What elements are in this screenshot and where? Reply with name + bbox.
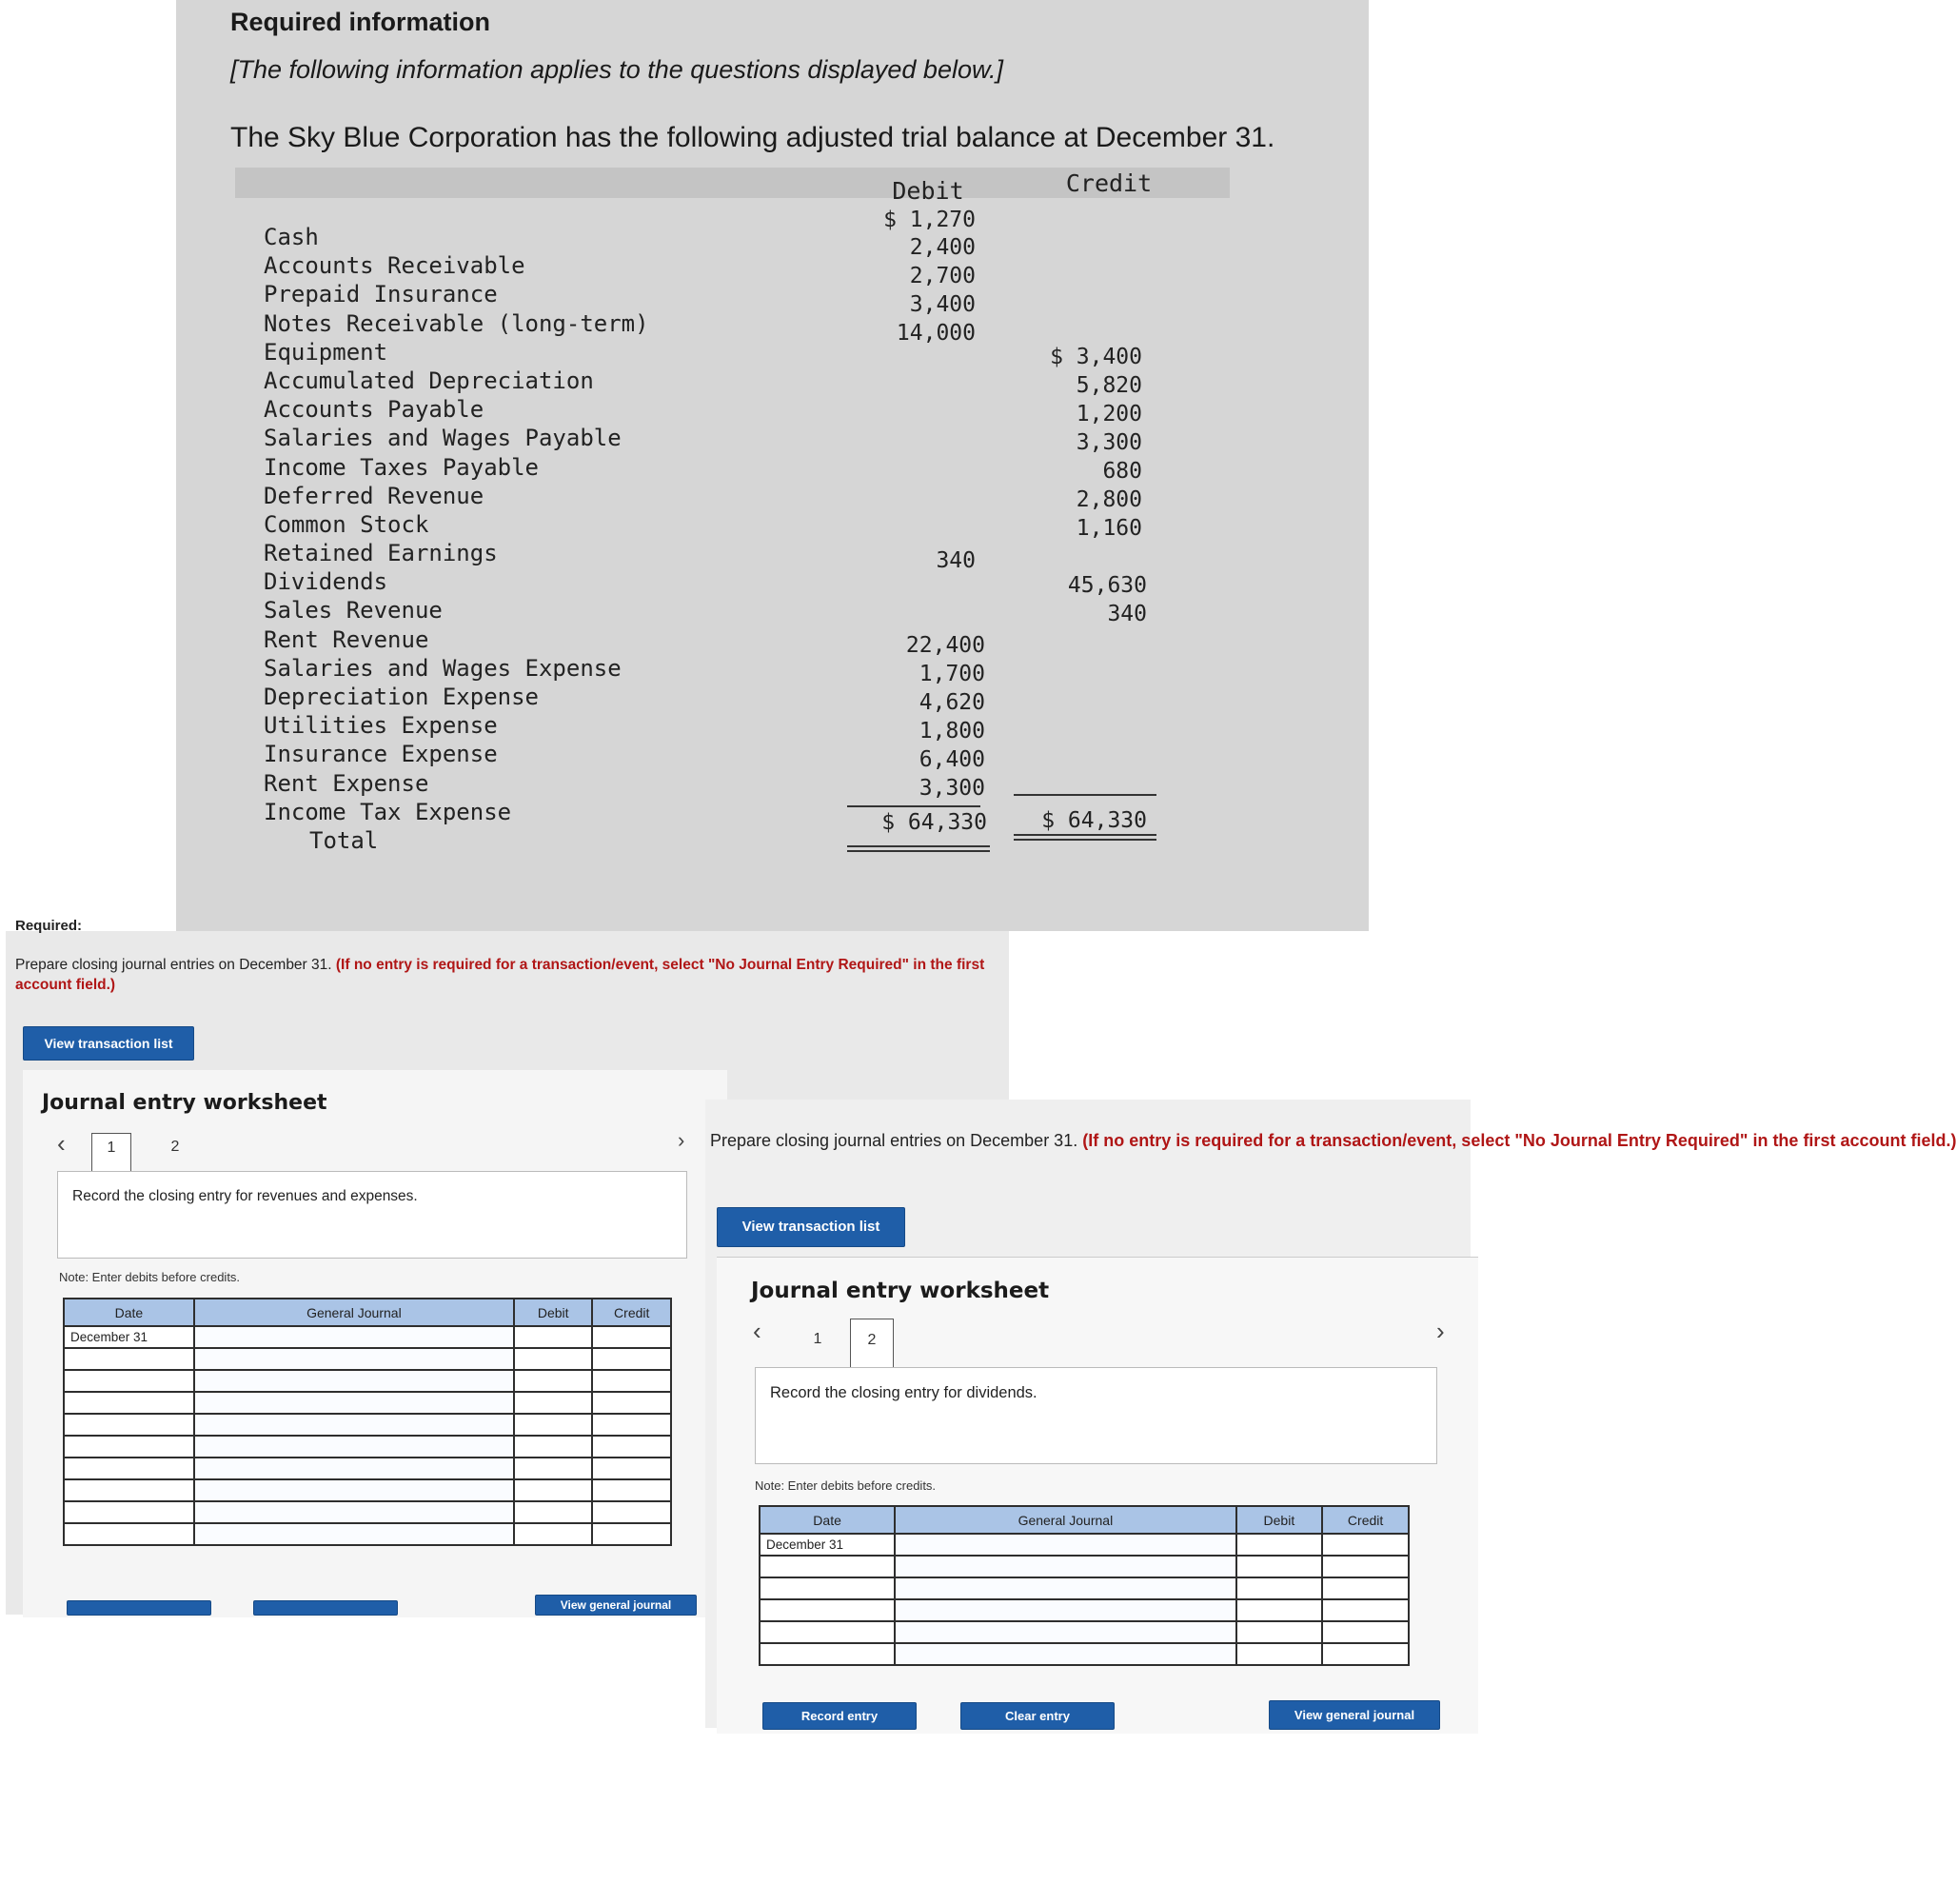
credit-value: 45,630 [1067, 573, 1147, 598]
page-tab-2[interactable]: 2 [170, 1139, 180, 1155]
debit-value: 2,700 [909, 264, 976, 288]
date-cell[interactable] [64, 1392, 194, 1414]
account-field[interactable] [194, 1348, 514, 1370]
credit-field[interactable] [592, 1392, 671, 1414]
debits-note: Note: Enter debits before credits. [755, 1478, 937, 1493]
debit-column-header: Debit [892, 177, 964, 205]
account-name: Dividends [264, 568, 388, 596]
account-field[interactable] [194, 1326, 514, 1348]
page-tab-1[interactable]: 1 [91, 1133, 131, 1175]
instructions [710, 1130, 1956, 1151]
account-name: Prepaid Insurance [264, 281, 498, 308]
account-name: Notes Receivable (long-term) [264, 309, 649, 337]
table-row [64, 1326, 671, 1348]
table-row [760, 1556, 1409, 1577]
chevron-left-icon[interactable]: ‹ [57, 1129, 66, 1158]
view-transaction-list-button[interactable]: View transaction list [717, 1207, 905, 1247]
double-rule [847, 850, 990, 852]
credit-field[interactable] [592, 1348, 671, 1370]
double-rule [1014, 834, 1156, 836]
credit-field[interactable] [592, 1436, 671, 1458]
worksheet-title: Journal entry worksheet [42, 1091, 327, 1115]
clear-entry-button[interactable]: Clear entry [960, 1702, 1115, 1730]
record-entry-button[interactable]: Record entry [762, 1702, 917, 1730]
debit-value: 3,400 [909, 292, 976, 317]
table-row [64, 1479, 671, 1501]
date-cell[interactable] [64, 1458, 194, 1479]
chevron-right-icon[interactable]: › [1436, 1317, 1445, 1345]
account-name: Retained Earnings [264, 540, 498, 567]
info-note: [The following information applies to the questions displayed below.] [230, 55, 1003, 84]
instructions [15, 955, 996, 995]
view-transaction-list-button[interactable]: View transaction list [23, 1026, 194, 1061]
account-name: Common Stock [264, 510, 429, 538]
debit-field[interactable] [1236, 1621, 1323, 1643]
page-tab-2[interactable]: 2 [850, 1319, 894, 1370]
debit-field[interactable] [1236, 1534, 1323, 1556]
account-field[interactable] [895, 1599, 1235, 1621]
subtotal-rule [847, 805, 980, 807]
credit-field[interactable] [592, 1501, 671, 1523]
trial-balance-intro: The Sky Blue Corporation has the following adjusted trial balance at December 31. [230, 122, 1275, 153]
account-field[interactable] [194, 1479, 514, 1501]
account-name: Deferred Revenue [264, 482, 484, 509]
date-cell[interactable] [64, 1348, 194, 1370]
date-header: Date [64, 1299, 194, 1326]
table-row [64, 1436, 671, 1458]
account-field[interactable] [194, 1436, 514, 1458]
account-name: Salaries and Wages Payable [264, 425, 622, 452]
general-journal-header: General Journal [194, 1299, 514, 1326]
account-name: Rent Revenue [264, 625, 429, 653]
date-cell[interactable] [760, 1621, 895, 1643]
debit-field[interactable] [514, 1370, 593, 1392]
credit-total: $ 64,330 [1041, 808, 1147, 833]
chevron-right-icon[interactable]: › [678, 1128, 685, 1152]
account-field[interactable] [895, 1621, 1235, 1643]
debit-field[interactable] [1236, 1556, 1323, 1577]
debit-value: 14,000 [896, 321, 976, 346]
description-box [57, 1171, 687, 1259]
total-label: Total [309, 826, 379, 854]
table-row [760, 1643, 1409, 1665]
credit-header: Credit [592, 1299, 671, 1326]
account-name: Depreciation Expense [264, 684, 539, 710]
date-cell[interactable]: December 31 [64, 1326, 194, 1348]
table-row [760, 1577, 1409, 1599]
credit-field[interactable] [1322, 1621, 1409, 1643]
account-name: Accumulated Depreciation [264, 367, 594, 394]
debit-value: 6,400 [919, 747, 985, 772]
view-general-journal-button[interactable]: View general journal [1269, 1700, 1440, 1730]
debit-field[interactable] [514, 1348, 593, 1370]
account-field[interactable] [895, 1534, 1235, 1556]
account-name: Insurance Expense [264, 741, 498, 768]
account-name: Cash [264, 224, 319, 250]
debit-field[interactable] [514, 1523, 593, 1545]
debits-note: Note: Enter debits before credits. [59, 1270, 241, 1284]
page-tab-1[interactable]: 1 [813, 1331, 822, 1347]
account-name: Salaries and Wages Expense [264, 654, 622, 682]
date-cell[interactable] [64, 1523, 194, 1545]
debit-field[interactable] [514, 1436, 593, 1458]
account-field[interactable] [194, 1392, 514, 1414]
view-general-journal-button[interactable]: View general journal [535, 1595, 697, 1616]
subtotal-rule [1014, 794, 1156, 796]
credit-header: Credit [1322, 1506, 1409, 1534]
debit-field[interactable] [514, 1458, 593, 1479]
credit-field[interactable] [592, 1523, 671, 1545]
credit-column-header: Credit [1065, 169, 1153, 197]
account-field[interactable] [194, 1501, 514, 1523]
account-name: Accounts Receivable [264, 252, 525, 280]
table-row [760, 1599, 1409, 1621]
date-cell[interactable] [64, 1414, 194, 1436]
debit-field[interactable] [514, 1479, 593, 1501]
required-label: Required: [15, 918, 83, 934]
debit-value: 1,700 [919, 662, 985, 686]
general-journal-header: General Journal [895, 1506, 1235, 1534]
debit-field[interactable] [514, 1326, 593, 1348]
credit-value: 1,160 [1076, 516, 1142, 541]
account-field[interactable] [194, 1414, 514, 1436]
account-name: Sales Revenue [264, 597, 443, 625]
credit-value: 1,200 [1076, 402, 1142, 426]
table-row [64, 1501, 671, 1523]
table-row [760, 1621, 1409, 1643]
entry-description: Record the closing entry for dividends. [770, 1384, 1037, 1401]
credit-field[interactable] [592, 1414, 671, 1436]
debit-value: 2,400 [909, 235, 976, 260]
debit-value: 340 [936, 548, 976, 573]
chevron-left-icon[interactable]: ‹ [753, 1317, 761, 1345]
credit-field[interactable] [1322, 1556, 1409, 1577]
double-rule [847, 845, 990, 847]
debit-header: Debit [1236, 1506, 1323, 1534]
debit-value: 4,620 [919, 690, 985, 715]
debit-value: 22,400 [905, 633, 985, 658]
date-cell[interactable] [64, 1479, 194, 1501]
credit-field[interactable] [592, 1370, 671, 1392]
instructions-text: Prepare closing journal entries on December 31. [15, 957, 336, 973]
account-field[interactable] [895, 1556, 1235, 1577]
credit-value: 5,820 [1076, 373, 1142, 398]
credit-field[interactable] [1322, 1599, 1409, 1621]
clear-entry-button[interactable] [253, 1600, 398, 1616]
record-entry-button[interactable] [67, 1600, 211, 1616]
date-header: Date [760, 1506, 895, 1534]
table-row [64, 1392, 671, 1414]
account-name: Accounts Payable [264, 396, 484, 424]
credit-value: $ 3,400 [1050, 345, 1142, 369]
account-field[interactable] [895, 1577, 1235, 1599]
account-name: Utilities Expense [264, 712, 498, 740]
date-cell[interactable]: December 31 [760, 1534, 895, 1556]
date-cell[interactable] [64, 1436, 194, 1458]
table-row [64, 1414, 671, 1436]
table-row [64, 1348, 671, 1370]
table-row [64, 1523, 671, 1545]
debit-header: Debit [514, 1299, 593, 1326]
debit-total: $ 64,330 [881, 810, 987, 835]
debit-value: 3,300 [919, 776, 985, 801]
credit-value: 3,300 [1076, 430, 1142, 455]
date-cell[interactable] [64, 1370, 194, 1392]
double-rule [1014, 839, 1156, 841]
date-cell[interactable] [760, 1556, 895, 1577]
credit-value: 2,800 [1076, 487, 1142, 512]
credit-field[interactable] [592, 1326, 671, 1348]
required-information-heading: Required information [230, 8, 491, 36]
instructions-bold: (If no entry is required for a transaction/event, select "No Journal Entry Required" in the first account field.) [1082, 1131, 1956, 1150]
account-name: Equipment [264, 338, 388, 366]
account-field[interactable] [194, 1370, 514, 1392]
date-cell[interactable] [760, 1599, 895, 1621]
debit-field[interactable] [514, 1392, 593, 1414]
credit-field[interactable] [592, 1479, 671, 1501]
table-row [64, 1458, 671, 1479]
instructions-text: Prepare closing journal entries on December 31. [710, 1131, 1083, 1150]
table-row [760, 1534, 1409, 1556]
account-name: Income Taxes Payable [264, 453, 539, 481]
table-row [64, 1370, 671, 1392]
credit-field[interactable] [592, 1458, 671, 1479]
debit-value: $ 1,270 [883, 208, 976, 232]
instructions-bold: (If no entry is required for a transaction/event, select "No Journal Entry Required" in the first account field.) [15, 957, 985, 993]
date-cell[interactable] [760, 1577, 895, 1599]
credit-field[interactable] [1322, 1577, 1409, 1599]
right-worksheet-screenshot [705, 1100, 1956, 1728]
debit-field[interactable] [1236, 1643, 1323, 1665]
account-name: Income Tax Expense [264, 798, 512, 825]
debit-field[interactable] [514, 1501, 593, 1523]
credit-field[interactable] [1322, 1534, 1409, 1556]
account-field[interactable] [895, 1643, 1235, 1665]
entry-description: Record the closing entry for revenues and expenses. [72, 1188, 418, 1204]
credit-field[interactable] [1322, 1643, 1409, 1665]
date-cell[interactable] [760, 1643, 895, 1665]
debit-field[interactable] [1236, 1599, 1323, 1621]
debit-field[interactable] [1236, 1577, 1323, 1599]
account-list [264, 223, 649, 855]
date-cell[interactable] [64, 1501, 194, 1523]
journal-table [759, 1505, 1410, 1666]
trial-balance-panel [176, 0, 1369, 931]
credit-value: 680 [1102, 459, 1142, 484]
debit-value: 1,800 [919, 719, 985, 744]
debit-field[interactable] [514, 1414, 593, 1436]
account-field[interactable] [194, 1523, 514, 1545]
journal-table [63, 1298, 672, 1546]
description-box [755, 1367, 1437, 1464]
credit-value: 340 [1107, 602, 1147, 626]
worksheet-title: Journal entry worksheet [751, 1279, 1050, 1303]
account-field[interactable] [194, 1458, 514, 1479]
account-name: Rent Expense [264, 769, 429, 797]
